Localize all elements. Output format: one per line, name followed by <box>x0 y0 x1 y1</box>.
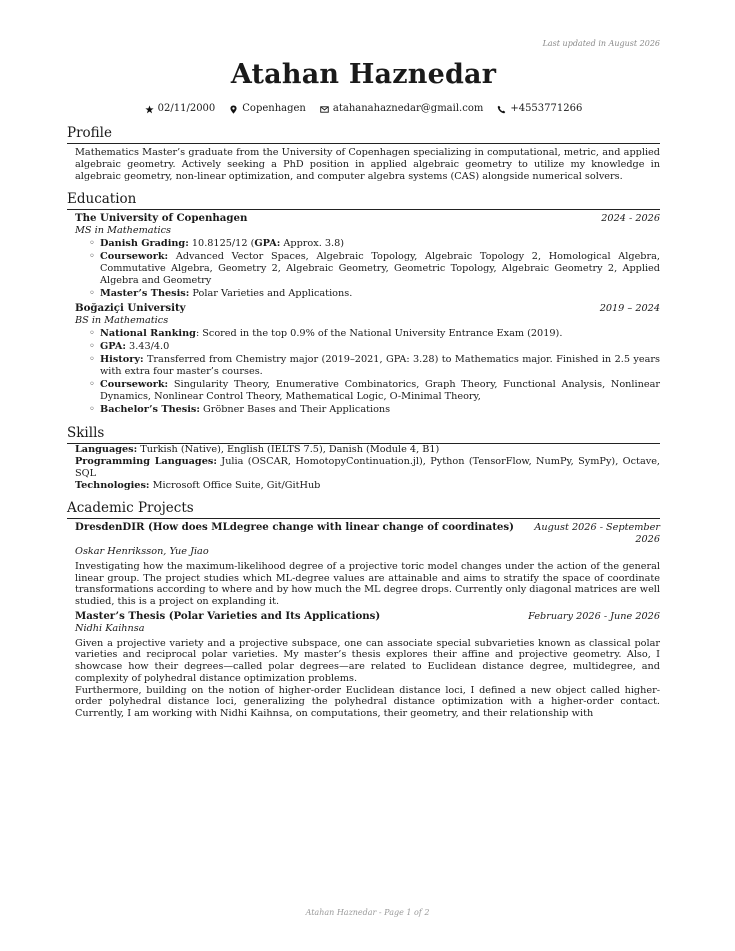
entry-dates: 2019 – 2024 <box>599 302 660 314</box>
contact-phone[interactable] <box>497 102 582 116</box>
item-label: Danish Grading: <box>100 237 189 249</box>
project-description: Furthermore, building on the notion of higher-order Euclidean distance loci, I defined a new object called higher-order polyhedral distance loci, generalizing the polyhedral distance optimization with a higher-order contact. Currently, I am working with Nidhi Kaihnsa, on computations, their geometry, and their relationship with <box>75 684 660 720</box>
item-label: Languages: <box>75 444 138 456</box>
candidate-name: Atahan Haznedar <box>230 59 497 90</box>
project-entry <box>75 611 660 720</box>
item-text: Advanced Vector Spaces, Algebraic Topology, Algebraic Topology 2, Homological Algebra, Commutative Algebra, Geometry 2, Algebraic Geometry, Geometric Topology, Algebraic Geometry 2, Applied Algebra and Geometry <box>100 251 660 286</box>
contact-bar <box>67 102 660 116</box>
project-description: Investigating how the maximum-likelihood degree of a projective toric model changes under the action of the general linear group. The project studies which ML-degree values are attainable and aims to stratify the space of coordinate transformations according to where and by how much the ML degree drops. Currently only diagonal matrices are well studied, this is a project on explanding it. <box>75 560 660 608</box>
education-entry <box>75 213 660 300</box>
item-text: Turkish (Native), English (IELTS 7.5), Danish (Module 4, B1) <box>137 444 440 456</box>
page-footer: Atahan Haznedar - Page 1 of 2 <box>305 908 430 917</box>
item-text: : Scored in the top 0.9% of the National University Entrance Exam (2019). <box>195 327 563 339</box>
profile-text: Mathematics Master’s graduate from the University of Copenhagen specializing in computational, metric, and applied algebraic geometry. Actively seeking a PhD position in applied algebraic geometry to utilize my knowledge in algebraic geometry, non-linear optimization, and computer algebra systems (CAS) alongside numerical solvers. <box>75 147 660 182</box>
item-label: GPA: <box>254 237 281 249</box>
item-text: 3.43/4.0 <box>125 340 170 352</box>
email-link[interactable]: atahanahaznedar@gmail.com <box>332 103 484 114</box>
phone-link[interactable]: +4553771266 <box>510 103 583 114</box>
item-label: Bachelor’s Thesis: <box>100 404 200 416</box>
list-item <box>89 288 660 300</box>
birthdate-text: 02/11/2000 <box>157 103 216 114</box>
contact-birthdate <box>145 102 216 116</box>
school-name: Boğaziçi University <box>75 301 186 314</box>
skills-technologies <box>75 480 660 492</box>
list-item <box>89 238 660 250</box>
school-name: The University of Copenhagen <box>75 212 248 225</box>
list-item <box>89 354 660 378</box>
skills-languages <box>75 444 660 456</box>
phone-icon <box>497 105 506 114</box>
resume-page <box>67 38 660 720</box>
projects-heading: Academic Projects <box>67 500 660 519</box>
education-entry <box>75 303 660 416</box>
map-pin-icon <box>229 105 238 114</box>
envelope-icon <box>320 105 329 114</box>
item-label: Master’s Thesis: <box>100 288 190 300</box>
entry-header <box>75 303 660 315</box>
project-dates: August 2026 - September 2026 <box>534 522 660 546</box>
item-label: National Ranking <box>100 327 196 339</box>
profile-heading: Profile <box>67 125 660 144</box>
entry-header <box>75 213 660 225</box>
item-label: Technologies: <box>75 479 150 491</box>
item-label: GPA: <box>100 340 126 352</box>
contact-email[interactable] <box>320 102 483 116</box>
item-text: Polar Varieties and Applications. <box>189 288 353 300</box>
projects-section <box>67 522 660 720</box>
project-people: Oskar Henriksson, Yue Jiao <box>75 545 209 557</box>
project-dates: February 2026 - June 2026 <box>528 610 660 622</box>
profile-section <box>67 147 660 182</box>
item-text: Gröbner Bases and Their Applications <box>199 404 391 416</box>
list-item <box>89 328 660 340</box>
entry-dates: 2024 - 2026 <box>601 213 660 225</box>
skills-programming <box>75 456 660 480</box>
item-label: Coursework: <box>100 251 169 263</box>
item-text: Microsoft Office Suite, Git/GitHub <box>149 479 321 491</box>
location-text: Copenhagen <box>242 103 306 114</box>
item-text: Singularity Theory, Enumerative Combinatorics, Graph Theory, Functional Analysis, Nonlinear Dynamics, Nonlinear Control Theory, Mathematical Logic, O-Minimal Theory, <box>100 379 660 403</box>
list-item <box>89 379 660 403</box>
project-people: Nidhi Kaihnsa <box>75 622 145 634</box>
item-text: Approx. 3.8) <box>280 237 345 249</box>
project-entry <box>75 522 660 608</box>
item-text: 10.8125/12 ( <box>188 237 255 249</box>
item-label: History: <box>100 354 144 366</box>
skills-heading: Skills <box>67 425 660 444</box>
project-title: DresdenDIR (How does MLdegree change with linear change of coordinates) <box>75 521 514 534</box>
project-header <box>75 611 660 623</box>
star-icon <box>145 105 154 114</box>
education-heading: Education <box>67 191 660 210</box>
last-updated-note: Last updated in August 2026 <box>542 39 660 48</box>
list-item <box>89 341 660 353</box>
degree: MS in Mathematics <box>75 225 171 237</box>
item-label: Coursework: <box>100 379 169 391</box>
bullet-list <box>75 238 660 300</box>
project-header <box>75 522 660 546</box>
list-item <box>89 404 660 416</box>
degree: BS in Mathematics <box>75 314 169 326</box>
item-label: Programming Languages: <box>75 455 217 467</box>
list-item <box>89 251 660 286</box>
project-description: Given a projective variety and a projective subspace, one can associate special subvarieties known as classical polar varieties and reciprocal polar varieties. My master’s thesis explores their affine and projective geometry. Also, I showcase how their degrees—called polar degrees—are related to Euclidean distance degree, multidegree, and complexity of polyhedral distance optimization problems. <box>75 637 660 684</box>
skills-section <box>67 444 660 491</box>
bullet-list <box>75 328 660 417</box>
project-title: Master’s Thesis (Polar Varieties and Its Applications) <box>75 609 381 622</box>
item-text: Julia (OSCAR, HomotopyContinuation.jl), Python (TensorFlow, NumPy, SymPy), Octave, SQL <box>75 455 661 479</box>
item-text: Transferred from Chemistry major (2019–2021, GPA: 3.28) to Mathematics major. Finished in 2.5 years with extra four master’s courses. <box>100 354 660 377</box>
contact-location <box>229 102 306 116</box>
education-section <box>67 213 660 416</box>
